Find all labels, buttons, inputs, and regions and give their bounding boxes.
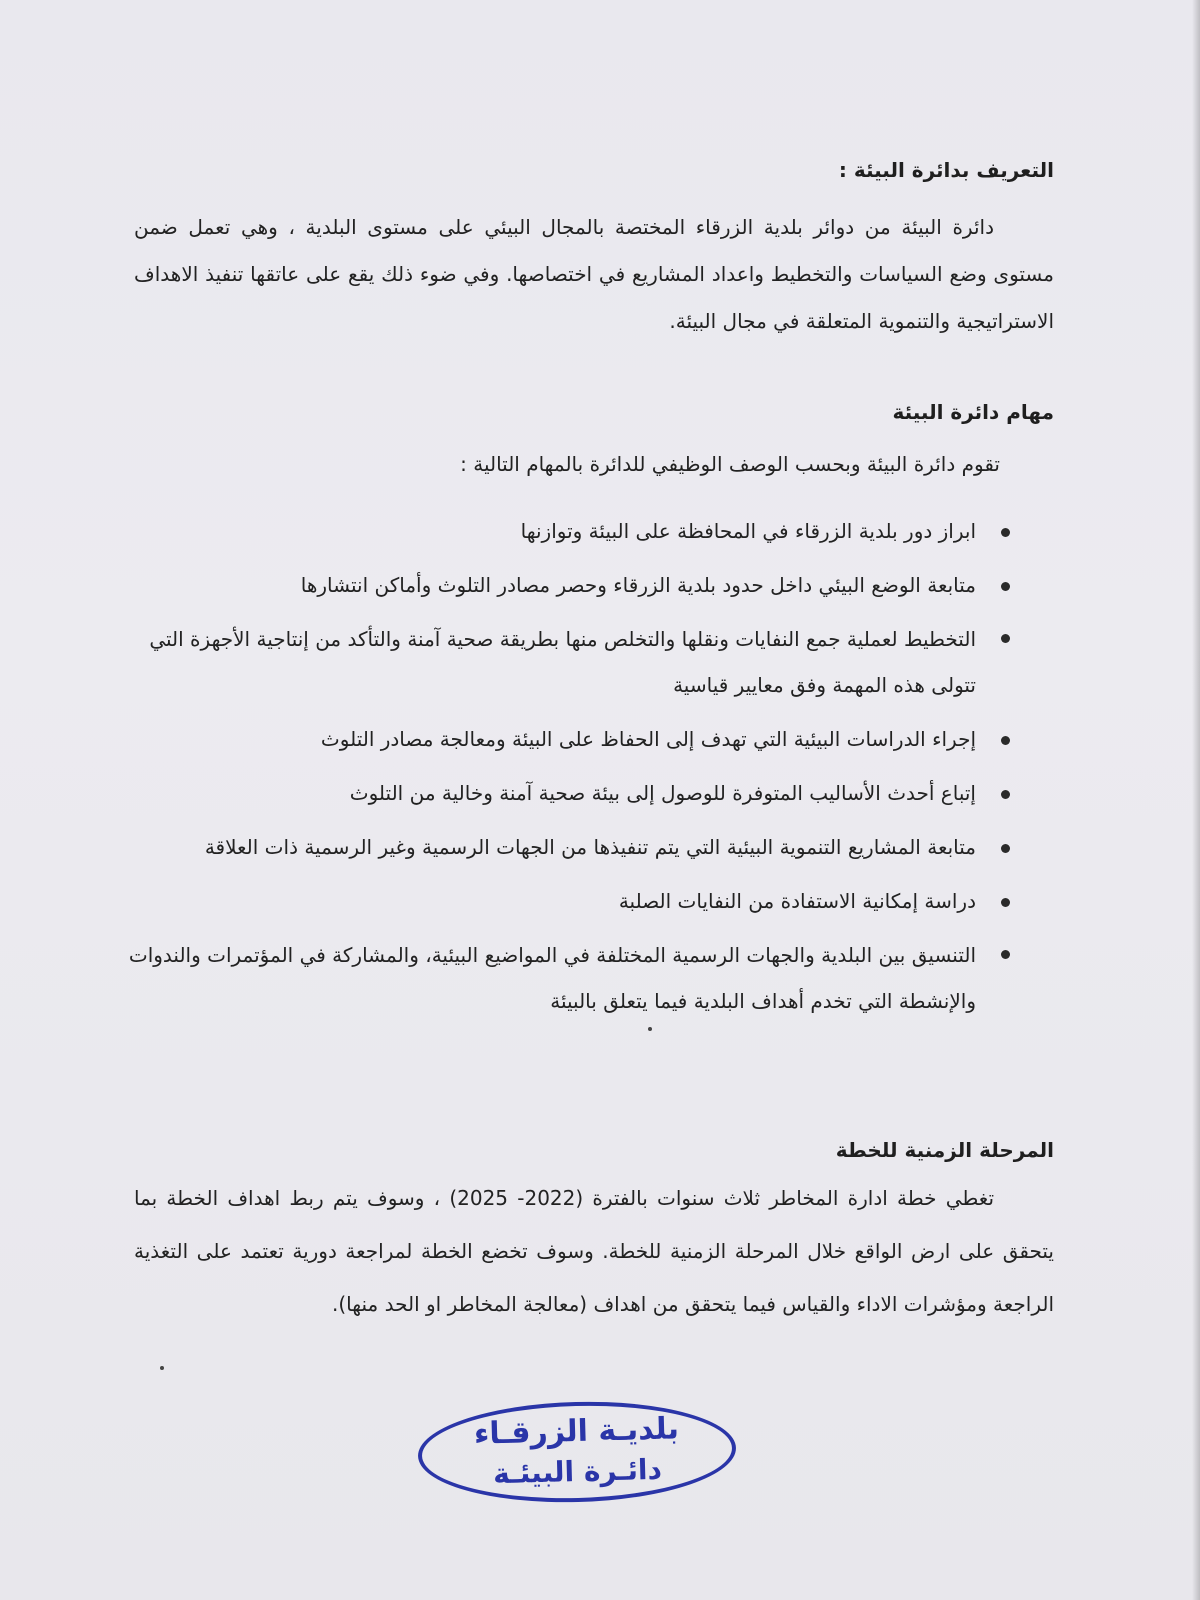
bullet-icon [1001, 790, 1010, 799]
section-intro-heading: التعريف بدائرة البيئة : [838, 158, 1054, 182]
section-timeline-paragraph [134, 1172, 1054, 1331]
list-item: دراسة إمكانية الاستفادة من النفايات الصلبة [110, 874, 1010, 928]
bullet-icon [1001, 898, 1010, 907]
section-intro-paragraph [134, 204, 1054, 345]
section-timeline-paragraph-text: تغطي خطة ادارة المخاطر ثلاث سنوات بالفترة (2022- 2025) ، وسوف يتم ربط اهداف الخطة بما يتحقق على ارض الواقع خلال المرحلة الزمنية للخطة. وسوف تخضع الخطة لمراجعة دورية تعتمد على التغذية الراجعة ومؤشرات الاداء والقياس فيما يتحقق من اهداف (معالجة المخاطر او الحد منها). [134, 1186, 1054, 1316]
section-tasks-intro: تقوم دائرة البيئة وبحسب الوصف الوظيفي للدائرة بالمهام التالية : [460, 452, 1000, 476]
section-tasks-heading: مهام دائرة البيئة [892, 400, 1054, 424]
list-item: ابراز دور بلدية الزرقاء في المحافظة على البيئة وتوازنها [110, 504, 1010, 558]
stamp-line-2: دائـرة البيئـة [492, 1452, 663, 1491]
section-intro-paragraph-text: دائرة البيئة من دوائر بلدية الزرقاء المختصة بالمجال البيئي على مستوى البلدية ، وهي تعمل ضمن مستوى وضع السياسات والتخطيط واعداد المشاريع في اختصاصها. وفي ضوء ذلك يقع على عاتقها تنفيذ الاهداف الاستراتيجية والتنموية المتعلقة في مجال البيئة. [134, 215, 1054, 333]
bullet-icon [1001, 844, 1010, 853]
list-item: إتباع أحدث الأساليب المتوفرة للوصول إلى بيئة صحية آمنة وخالية من التلوث [110, 766, 1010, 820]
section-timeline-heading: المرحلة الزمنية للخطة [835, 1138, 1054, 1162]
list-item: التنسيق بين البلدية والجهات الرسمية المختلفة في المواضيع البيئية، والمشاركة في المؤتمرات والندوات والإنشطة التي تخدم أهداف البلدية فيما يتعلق بالبيئة [110, 928, 1010, 1028]
bullet-icon [1001, 634, 1010, 643]
bullet-icon [1001, 528, 1010, 537]
page-edge-shadow [1192, 0, 1200, 1600]
bullet-icon [1001, 582, 1010, 591]
tasks-list [110, 504, 1010, 1028]
stray-mark [160, 1366, 164, 1370]
stamp-line-1: بلديـة الزرقـاء [473, 1411, 680, 1452]
bullet-icon [1001, 736, 1010, 745]
list-item: متابعة الوضع البيئي داخل حدود بلدية الزرقاء وحصر مصادر التلوث وأماكن انتشارها [110, 558, 1010, 612]
official-stamp [417, 1398, 738, 1506]
list-item: متابعة المشاريع التنموية البيئية التي يتم تنفيذها من الجهات الرسمية وغير الرسمية ذات العلاقة [110, 820, 1010, 874]
list-item: إجراء الدراسات البيئية التي تهدف إلى الحفاظ على البيئة ومعالجة مصادر التلوث [110, 712, 1010, 766]
bullet-icon [1001, 950, 1010, 959]
stray-mark [648, 1027, 652, 1031]
list-item: التخطيط لعملية جمع النفايات ونقلها والتخلص منها بطريقة صحية آمنة والتأكد من إنتاجية الأجهزة التي تتولى هذه المهمة وفق معايير قياسية [110, 612, 1010, 712]
